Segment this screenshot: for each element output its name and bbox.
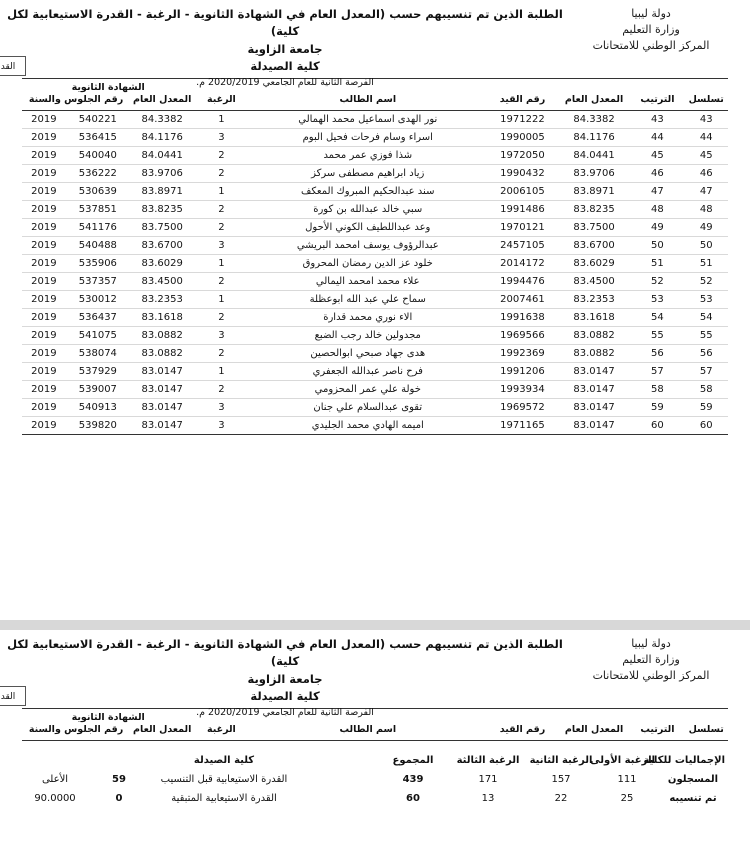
- cell-seq: 53: [684, 291, 728, 309]
- totals-title: الإجماليات للكلية: [643, 755, 725, 766]
- page2-th-rank: الترتيب: [630, 709, 684, 741]
- table-row: [22, 345, 728, 363]
- totals-label-registered: المسجلون: [667, 774, 719, 785]
- table-row: [22, 255, 728, 273]
- cell-rank: 53: [630, 291, 684, 309]
- th-seat-year: رقم الجلوس والسنة: [22, 94, 130, 111]
- page2-th-seq: تسلسل: [684, 709, 728, 741]
- page2-org-line-center: المركز الوطني للامتحانات: [592, 668, 710, 682]
- cell-name: شذا فوزي عمر محمد: [248, 147, 487, 165]
- table-body: [22, 111, 728, 435]
- cell-avg: 83.2353: [558, 291, 631, 309]
- cell-id: 2006105: [487, 183, 558, 201]
- top-score-value: 90.0000: [34, 793, 76, 804]
- cell-avg: 83.0147: [558, 399, 631, 417]
- cell-wish: 2: [194, 147, 248, 165]
- cell-name: سماح علي عبد الله ابوعظلة: [248, 291, 487, 309]
- page2-header-center: [0, 636, 570, 721]
- th-rank: الترتيب: [630, 79, 684, 111]
- cell-rank: 52: [630, 273, 684, 291]
- totals-placed-wish3: 13: [481, 793, 495, 804]
- table-row: [22, 291, 728, 309]
- page-header: [0, 0, 750, 88]
- totals-registered-total: 439: [402, 774, 424, 785]
- cell-seat: 539007: [66, 381, 130, 399]
- cell-seat: 535906: [66, 255, 130, 273]
- cell-avg: 83.0882: [558, 345, 631, 363]
- cell-avg: 83.8235: [558, 201, 631, 219]
- totals-registered-wish1: 111: [617, 774, 637, 785]
- cell-wish: 2: [194, 309, 248, 327]
- cell-year: 2019: [22, 327, 66, 345]
- cell-cert-avg: 83.8235: [130, 201, 194, 219]
- cell-rank: 49: [630, 219, 684, 237]
- cell-cert-avg: 83.0147: [130, 363, 194, 381]
- cell-wish: 2: [194, 201, 248, 219]
- capacity-remaining-label: القدرة الاستيعابية المتبقية: [171, 793, 277, 804]
- cell-id: 2007461: [487, 291, 558, 309]
- table-row: [22, 147, 728, 165]
- cell-rank: 54: [630, 309, 684, 327]
- cell-name: خولة علي عمر المحزومي: [248, 381, 487, 399]
- cell-cert-avg: 83.6029: [130, 255, 194, 273]
- cell-year: 2019: [22, 273, 66, 291]
- cell-name: اميمه الهادي محمد الجليدي: [248, 417, 487, 435]
- university-name: جامعة الزاوية: [247, 41, 323, 56]
- cell-id: 1991638: [487, 309, 558, 327]
- cell-avg: 83.1618: [558, 309, 631, 327]
- cell-seq: 52: [684, 273, 728, 291]
- cell-cert-avg: 83.8971: [130, 183, 194, 201]
- th-name: اسم الطالب: [248, 79, 487, 111]
- cell-id: 1991486: [487, 201, 558, 219]
- page2-header-left-box: القد: [0, 686, 26, 706]
- cell-avg: 83.6700: [558, 237, 631, 255]
- cell-year: 2019: [22, 291, 66, 309]
- cell-wish: 1: [194, 291, 248, 309]
- cell-wish: 3: [194, 129, 248, 147]
- table-row: [22, 219, 728, 237]
- cell-seq: 51: [684, 255, 728, 273]
- cell-avg: 84.0441: [558, 147, 631, 165]
- cell-seq: 44: [684, 129, 728, 147]
- cell-rank: 48: [630, 201, 684, 219]
- table-row: [22, 237, 728, 255]
- cell-avg: 83.7500: [558, 219, 631, 237]
- capacity-before-label: القدرة الاستيعابية قبل التنسيب: [160, 774, 288, 785]
- totals-placed-total: 60: [406, 793, 420, 804]
- cell-cert-avg: 83.0147: [130, 399, 194, 417]
- totals-row-placed: [22, 789, 728, 808]
- totals-placed-wish2: 22: [554, 793, 568, 804]
- top-score-label: الأعلى: [41, 774, 69, 785]
- cell-seat: 536415: [66, 129, 130, 147]
- org-line-ministry: وزارة التعليم: [622, 22, 680, 36]
- cell-wish: 3: [194, 237, 248, 255]
- cell-id: 1990432: [487, 165, 558, 183]
- cell-year: 2019: [22, 183, 66, 201]
- cell-rank: 58: [630, 381, 684, 399]
- academic-year-line: الفرصة الثانية للعام الجامعي 2020/2019 م.: [196, 77, 374, 88]
- cell-seat: 537357: [66, 273, 130, 291]
- cell-rank: 60: [630, 417, 684, 435]
- page2-org-line-country: دولة ليبيا: [631, 637, 671, 650]
- cell-wish: 2: [194, 345, 248, 363]
- totals-label-placed: تم تنسيبه: [669, 793, 717, 804]
- cell-seat: 530012: [66, 291, 130, 309]
- th-wish: الرغبة: [194, 79, 248, 111]
- cell-name: تقوى عبدالسلام علي جنان: [248, 399, 487, 417]
- cell-id: 1971222: [487, 111, 558, 129]
- cell-year: 2019: [22, 345, 66, 363]
- page2-th-id: رقم القيد: [487, 709, 558, 741]
- cell-year: 2019: [22, 417, 66, 435]
- page2-th-certificate-group: الشهادة الثانوية: [71, 712, 145, 723]
- cell-avg: 84.3382: [558, 111, 631, 129]
- totals-th-wish1: الرغبة الأولى: [590, 755, 655, 766]
- cell-seq: 59: [684, 399, 728, 417]
- cell-id: 1969566: [487, 327, 558, 345]
- cell-rank: 46: [630, 165, 684, 183]
- page2-th-seat-year: رقم الجلوس والسنة: [22, 724, 130, 741]
- th-certificate-group: الشهادة الثانوية: [71, 82, 145, 93]
- table-row: [22, 165, 728, 183]
- totals-placed-wish1: 25: [620, 793, 634, 804]
- header-organization: [566, 6, 736, 54]
- capacity-before-value: 59: [112, 774, 126, 785]
- cell-rank: 56: [630, 345, 684, 363]
- page2-header: [0, 630, 750, 718]
- org-line-country: دولة ليبيا: [631, 7, 671, 20]
- cell-seq: 47: [684, 183, 728, 201]
- cell-wish: 3: [194, 399, 248, 417]
- page2-academic-year-line: الفرصة الثانية للعام الجامعي 2020/2019 م.: [196, 707, 374, 718]
- totals-spacer-3: [22, 751, 88, 770]
- cell-wish: 2: [194, 381, 248, 399]
- cell-seq: 57: [684, 363, 728, 381]
- cell-year: 2019: [22, 111, 66, 129]
- cell-name: زياد ابراهيم مصطفى سركز: [248, 165, 487, 183]
- header-left-box: القد: [0, 56, 26, 76]
- cell-rank: 43: [630, 111, 684, 129]
- cell-wish: 1: [194, 363, 248, 381]
- cell-year: 2019: [22, 309, 66, 327]
- cell-rank: 45: [630, 147, 684, 165]
- cell-seat: 536222: [66, 165, 130, 183]
- cell-name: مجدولين خالد رجب الضبع: [248, 327, 487, 345]
- cell-name: سبي خالد عبدالله بن كورة: [248, 201, 487, 219]
- cell-name: الاء نوري محمد قدارة: [248, 309, 487, 327]
- totals-registered-wish2: 157: [551, 774, 571, 785]
- cell-seq: 56: [684, 345, 728, 363]
- cell-cert-avg: 83.0147: [130, 381, 194, 399]
- cell-id: 2457105: [487, 237, 558, 255]
- cell-cert-avg: 84.1176: [130, 129, 194, 147]
- page2-th-cert-avg: المعدل العام: [130, 724, 194, 741]
- cell-cert-avg: 84.3382: [130, 111, 194, 129]
- cell-seq: 48: [684, 201, 728, 219]
- page2-th-avg: المعدل العام: [558, 709, 631, 741]
- totals-spacer-2: [88, 751, 150, 770]
- cell-name: عبدالرؤوف يوسف امحمد البريشي: [248, 237, 487, 255]
- faculty-totals-block: [22, 751, 728, 808]
- cell-wish: 2: [194, 219, 248, 237]
- cell-avg: 83.0147: [558, 381, 631, 399]
- table-row: [22, 201, 728, 219]
- cell-rank: 47: [630, 183, 684, 201]
- cell-cert-avg: 83.0147: [130, 417, 194, 435]
- th-seq: تسلسل: [684, 79, 728, 111]
- cell-cert-avg: 84.0441: [130, 147, 194, 165]
- totals-th-wish3: الرغبة الثالثة: [456, 755, 520, 766]
- table-row: [22, 417, 728, 435]
- totals-table: [22, 751, 728, 808]
- page-gap: [0, 620, 750, 630]
- cell-avg: 83.9706: [558, 165, 631, 183]
- page2-university-name: جامعة الزاوية: [247, 671, 323, 686]
- totals-faculty-name: كلية الصيدلة: [193, 755, 255, 766]
- cell-id: 1970121: [487, 219, 558, 237]
- table-row: [22, 309, 728, 327]
- totals-registered-wish3: 171: [478, 774, 498, 785]
- org-line-center: المركز الوطني للامتحانات: [592, 38, 710, 52]
- cell-wish: 1: [194, 255, 248, 273]
- th-avg: المعدل العام: [558, 79, 631, 111]
- cell-rank: 57: [630, 363, 684, 381]
- cell-seat: 537851: [66, 201, 130, 219]
- cell-seat: 537929: [66, 363, 130, 381]
- table-row: [22, 381, 728, 399]
- cell-year: 2019: [22, 255, 66, 273]
- table-row: [22, 111, 728, 129]
- totals-row-registered: [22, 770, 728, 789]
- cell-seat: 541176: [66, 219, 130, 237]
- cell-cert-avg: 83.7500: [130, 219, 194, 237]
- cell-seat: 540913: [66, 399, 130, 417]
- page2-faculty-name: كلية الصيدلة: [250, 688, 320, 703]
- cell-name: نور الهدى اسماعيل محمد الهمالي: [248, 111, 487, 129]
- cell-cert-avg: 83.1618: [130, 309, 194, 327]
- cell-seq: 54: [684, 309, 728, 327]
- cell-name: علاء محمد امحمد اليمالي: [248, 273, 487, 291]
- header-center: [0, 6, 570, 91]
- cell-seq: 50: [684, 237, 728, 255]
- totals-spacer-4: [298, 770, 376, 789]
- cell-avg: 83.0882: [558, 327, 631, 345]
- cell-name: سند عبدالحكيم المبروك المعكف: [248, 183, 487, 201]
- cell-seat: 540221: [66, 111, 130, 129]
- cell-year: 2019: [22, 147, 66, 165]
- placement-table: [22, 79, 728, 435]
- totals-spacer-1: [298, 751, 376, 770]
- table-row: [22, 399, 728, 417]
- cell-avg: 83.0147: [558, 363, 631, 381]
- cell-wish: 2: [194, 273, 248, 291]
- cell-seat: 530639: [66, 183, 130, 201]
- cell-cert-avg: 83.9706: [130, 165, 194, 183]
- cell-avg: 83.6029: [558, 255, 631, 273]
- cell-year: 2019: [22, 399, 66, 417]
- cell-name: فرح ناصر عبدالله الجعفري: [248, 363, 487, 381]
- cell-id: 1990005: [487, 129, 558, 147]
- cell-id: 1972050: [487, 147, 558, 165]
- cell-cert-avg: 83.0882: [130, 327, 194, 345]
- cell-seat: 538074: [66, 345, 130, 363]
- cell-year: 2019: [22, 201, 66, 219]
- cell-id: 2014172: [487, 255, 558, 273]
- cell-seat: 540040: [66, 147, 130, 165]
- totals-th-total: المجموع: [392, 755, 434, 766]
- cell-id: 1969572: [487, 399, 558, 417]
- capacity-remaining-value: 0: [115, 793, 123, 804]
- cell-seq: 55: [684, 327, 728, 345]
- cell-year: 2019: [22, 219, 66, 237]
- cell-name: اسراء وسام فرحات فحيل البوم: [248, 129, 487, 147]
- cell-cert-avg: 83.6700: [130, 237, 194, 255]
- cell-seat: 540488: [66, 237, 130, 255]
- cell-year: 2019: [22, 165, 66, 183]
- cell-cert-avg: 83.0882: [130, 345, 194, 363]
- cell-id: 1994476: [487, 273, 558, 291]
- totals-th-wish2: الرغبة الثانية: [529, 755, 593, 766]
- cell-name: هدى جهاد صبحي ابوالحصين: [248, 345, 487, 363]
- page2-org-line-ministry: وزارة التعليم: [622, 652, 680, 666]
- cell-year: 2019: [22, 381, 66, 399]
- cell-id: 1993934: [487, 381, 558, 399]
- th-cert-avg: المعدل العام: [130, 94, 194, 111]
- cell-seq: 46: [684, 165, 728, 183]
- totals-header-row: [22, 751, 728, 770]
- cell-id: 1991206: [487, 363, 558, 381]
- cell-seq: 43: [684, 111, 728, 129]
- page2-th-name: اسم الطالب: [248, 709, 487, 741]
- cell-avg: 83.0147: [558, 417, 631, 435]
- cell-seat: 541075: [66, 327, 130, 345]
- cell-seq: 49: [684, 219, 728, 237]
- cell-name: وعد عبداللطيف الكوني الأحول: [248, 219, 487, 237]
- page2-report-title: الطلبة الذين تم تنسيبهم حسب (المعدل العام في الشهادة الثانوية - الرغبة - القدرة الاستيعابية لكل كلية): [7, 637, 563, 669]
- cell-rank: 55: [630, 327, 684, 345]
- page2-th-wish: الرغبة: [194, 709, 248, 741]
- cell-seat: 536437: [66, 309, 130, 327]
- document-page-2: [0, 630, 750, 848]
- cell-avg: 83.4500: [558, 273, 631, 291]
- cell-avg: 83.8971: [558, 183, 631, 201]
- cell-year: 2019: [22, 363, 66, 381]
- cell-year: 2019: [22, 129, 66, 147]
- cell-rank: 59: [630, 399, 684, 417]
- cell-cert-avg: 83.4500: [130, 273, 194, 291]
- cell-seq: 58: [684, 381, 728, 399]
- page2-header-organization: [566, 636, 736, 684]
- table-row: [22, 363, 728, 381]
- table-row: [22, 183, 728, 201]
- cell-avg: 84.1176: [558, 129, 631, 147]
- report-title: الطلبة الذين تم تنسيبهم حسب (المعدل العام في الشهادة الثانوية - الرغبة - القدرة الاستيعابية لكل كلية): [7, 7, 563, 39]
- faculty-name: كلية الصيدلة: [250, 58, 320, 73]
- cell-seq: 45: [684, 147, 728, 165]
- cell-cert-avg: 83.2353: [130, 291, 194, 309]
- table-row: [22, 327, 728, 345]
- cell-wish: 3: [194, 327, 248, 345]
- cell-name: خلود عز الدين رمضان المحروق: [248, 255, 487, 273]
- cell-seq: 60: [684, 417, 728, 435]
- cell-id: 1971165: [487, 417, 558, 435]
- totals-spacer-5: [298, 789, 376, 808]
- cell-seat: 539820: [66, 417, 130, 435]
- cell-rank: 44: [630, 129, 684, 147]
- cell-year: 2019: [22, 237, 66, 255]
- cell-wish: 1: [194, 183, 248, 201]
- table-row: [22, 129, 728, 147]
- cell-rank: 50: [630, 237, 684, 255]
- th-id: رقم القيد: [487, 79, 558, 111]
- cell-wish: 2: [194, 165, 248, 183]
- cell-wish: 1: [194, 111, 248, 129]
- table-row: [22, 273, 728, 291]
- cell-wish: 3: [194, 417, 248, 435]
- cell-id: 1992369: [487, 345, 558, 363]
- cell-rank: 51: [630, 255, 684, 273]
